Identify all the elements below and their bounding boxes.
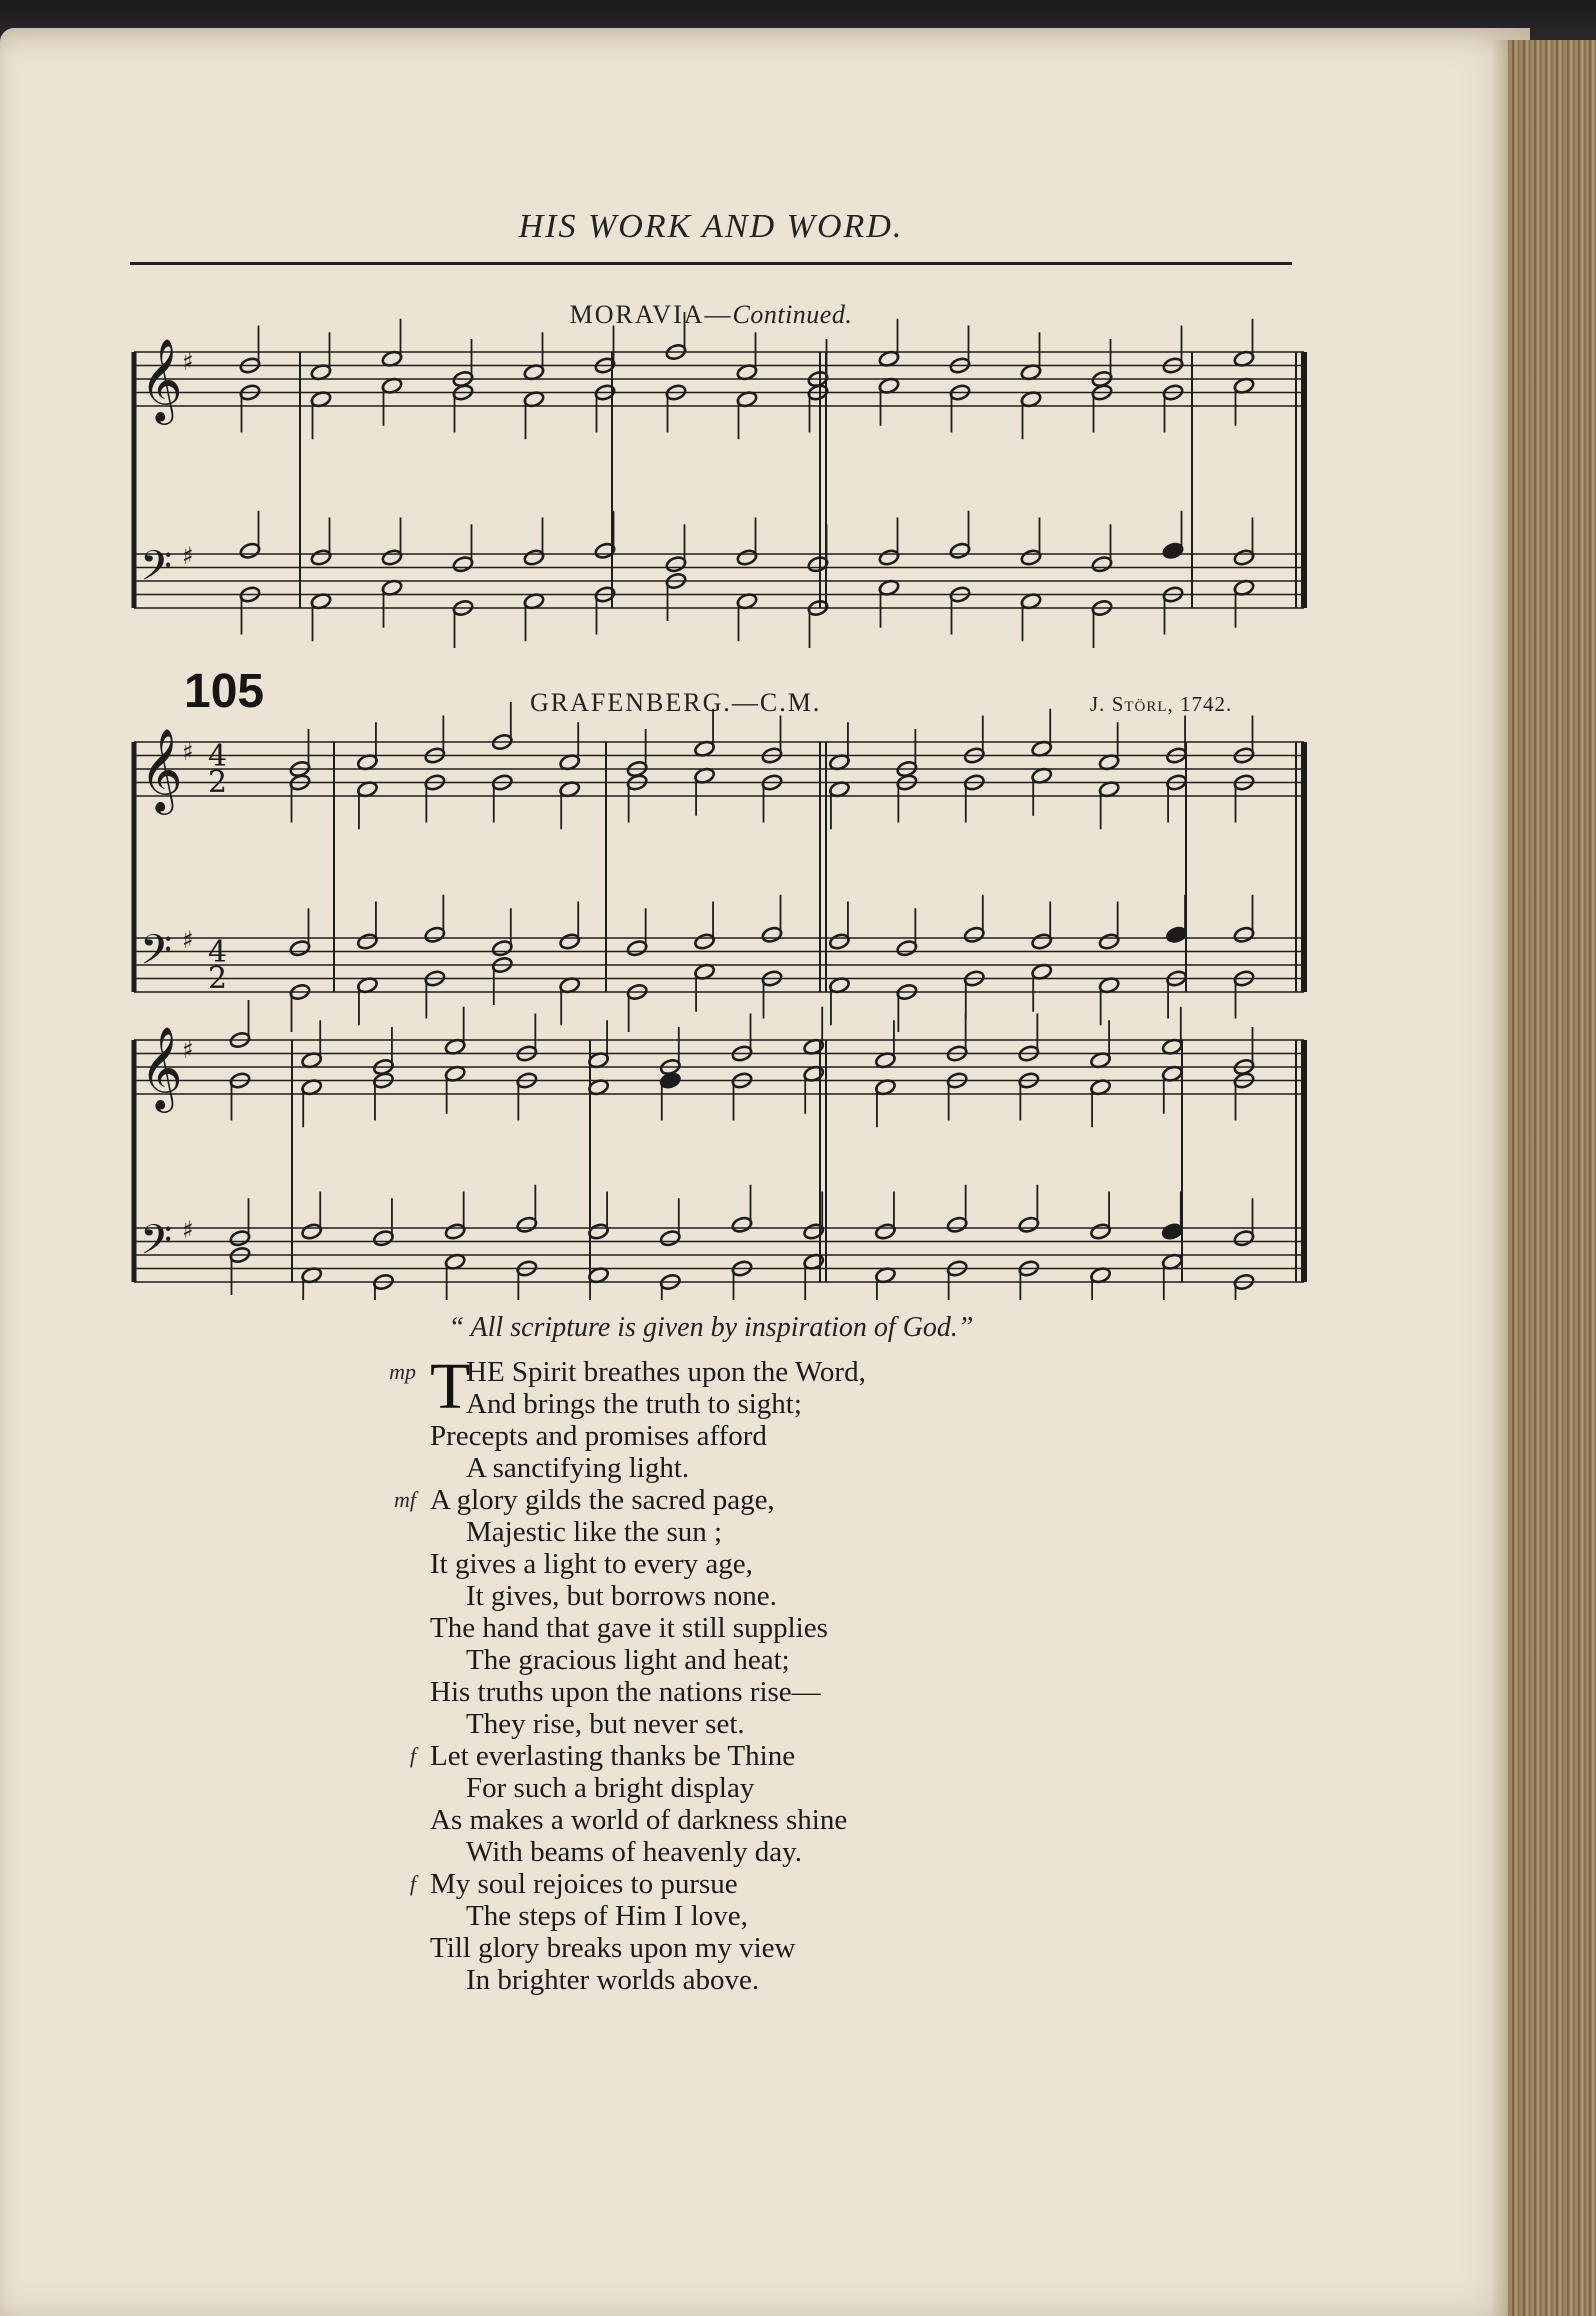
drop-cap: T [430,1350,471,1423]
hymn-line [409,1868,1050,1900]
hymn-line-text: In brighter worlds above. [466,1964,760,1996]
hymn-line [430,1836,1050,1868]
dynamic-mark: mf [394,1487,416,1512]
hymn-line-text: My soul rejoices to pursue [430,1868,738,1900]
hymn-line [430,1612,1050,1644]
hymn-line-text: As makes a world of darkness shine [430,1804,848,1836]
hymn-line [430,1580,1050,1612]
key-signature-sharp-icon: ♯ [182,926,194,954]
hymn-line-text: They rise, but never set. [466,1708,745,1740]
hymn-line [394,1484,1050,1516]
hymn-line-text: And brings the truth to sight; [466,1388,802,1420]
key-signature-sharp-icon: ♯ [182,738,194,766]
hymn-line [430,1388,1050,1420]
hymn-line-text: A sanctifying light. [466,1452,690,1484]
running-head: HIS WORK AND WORD. [518,208,904,245]
continued-tune-name: MORAVIA— [569,300,733,329]
hymn-line [430,1452,1050,1484]
treble-clef-icon: 𝄞 [140,337,183,421]
hymn-line-text: Majestic like the sun ; [466,1516,723,1548]
composer-year: , 1742. [1167,692,1233,716]
hymn-line-text: HE Spirit breathes upon the Word, [466,1356,866,1388]
hymn-line [430,1548,1050,1580]
hymn-line-text: The gracious light and heat; [466,1644,790,1676]
hymn-line [430,1772,1050,1804]
composer-initial: J. [1090,692,1112,716]
dynamic-mark: f [409,1871,416,1896]
hymn-line-text: Let everlasting thanks be Thine [430,1740,796,1772]
time-signature-digit: 2 [208,765,228,800]
dynamic-mark: f [409,1743,416,1768]
hymn-line-text: For such a bright display [466,1772,755,1804]
dynamic-mark: mp [389,1359,416,1384]
hymn-line-text: A glory gilds the sacred page, [430,1484,775,1516]
hymn-line [430,1932,1050,1964]
hymn-line [430,1708,1050,1740]
hymn-line-text: Till glory breaks upon my view [430,1932,796,1964]
hymn-line [430,1644,1050,1676]
hymn-line-text: It gives, but borrows none. [466,1580,777,1612]
hymn-line [430,1516,1050,1548]
bass-clef-icon: 𝄢 [140,542,173,600]
hymn-line-text: The hand that gave it still supplies [430,1612,828,1644]
hymn-line [409,1740,1050,1772]
treble-clef-icon: 𝄞 [140,1025,183,1109]
hymn-line-text: It gives a light to every age, [430,1548,753,1580]
hymn-line [430,1900,1050,1932]
hymn-line [430,1420,1050,1452]
tune-title: GRAFENBERG.—C.M. [530,688,822,717]
key-signature-sharp-icon: ♯ [182,348,194,376]
treble-clef-icon: 𝄞 [140,727,183,811]
hymn-number: 105 [184,665,265,718]
hymn-line-text: With beams of heavenly day. [466,1836,802,1868]
hymn-line [430,1676,1050,1708]
composer-credit [1090,692,1232,717]
continued-tune-suffix: Continued. [732,300,853,329]
hymn-line [430,1804,1050,1836]
composer-name: Störl [1111,692,1168,716]
time-signature-digit: 4 [208,935,228,970]
bass-clef-icon: 𝄢 [140,926,173,984]
epigraph: “ All scripture is given by inspiration of God.” [448,1312,974,1343]
hymn-text [389,1350,1050,1996]
bass-clef-icon: 𝄢 [140,1216,173,1274]
key-signature-sharp-icon: ♯ [182,1036,194,1064]
hymn-line [430,1964,1050,1996]
time-signature-digit: 4 [208,739,228,774]
time-signature-digit: 2 [208,961,228,996]
key-signature-sharp-icon: ♯ [182,1216,194,1244]
key-signature-sharp-icon: ♯ [182,542,194,570]
hymn-line-text: His truths upon the nations rise— [430,1676,821,1708]
hymn-line-text: The steps of Him I love, [466,1900,748,1932]
hymn-line-text: Precepts and promises afford [430,1420,767,1452]
